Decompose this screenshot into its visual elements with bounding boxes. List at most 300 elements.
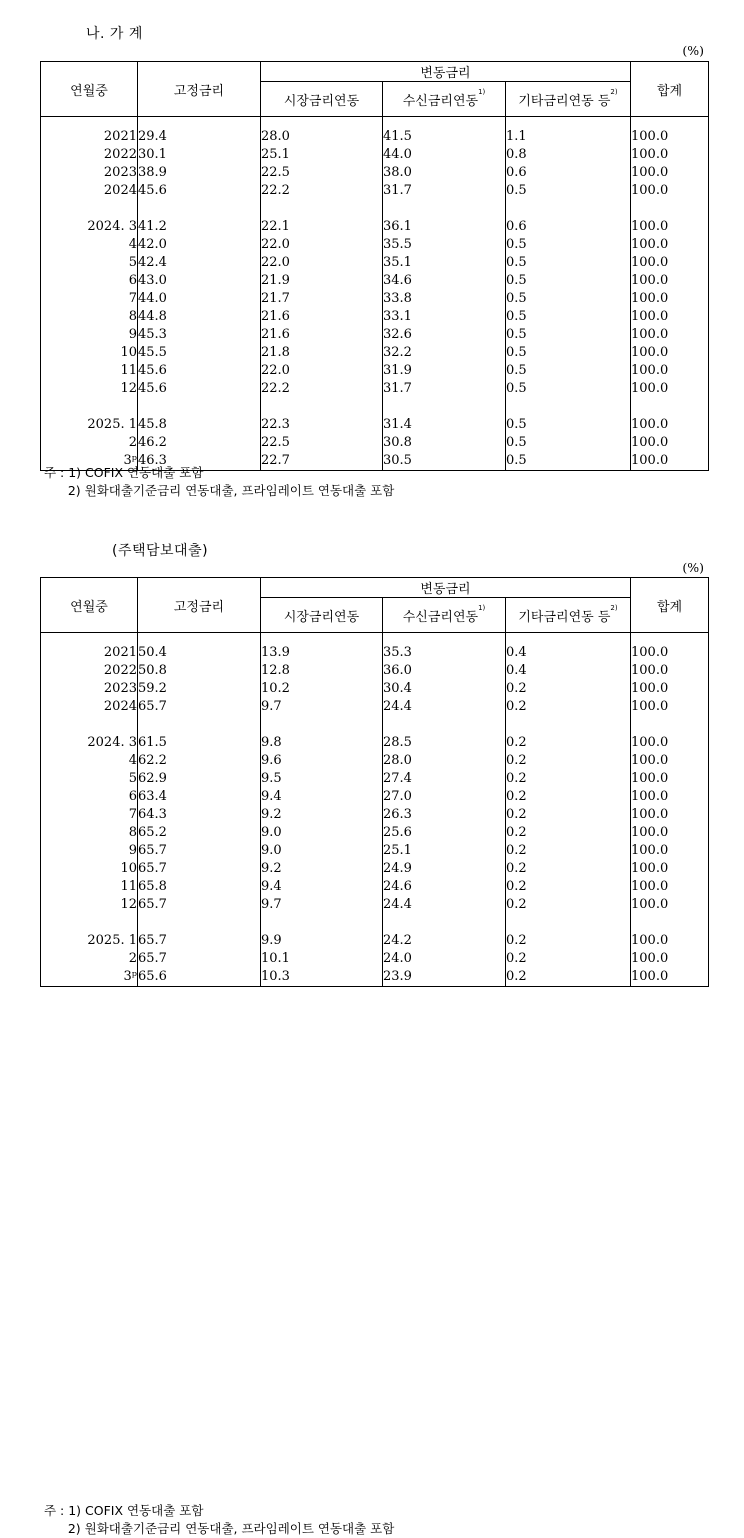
other-linked-cell: 0.5 — [506, 344, 631, 362]
deposit-linked-cell: 35.1 — [383, 254, 506, 272]
period-cell: 8 — [41, 824, 138, 842]
footnote-line: 2) 원화대출기준금리 연동대출, 프라임레이트 연동대출 포함 — [44, 483, 395, 498]
other-linked-cell: 0.6 — [506, 164, 631, 182]
fixed-rate-cell: 65.7 — [138, 698, 261, 716]
header-fixed-rate: 고정금리 — [138, 578, 261, 633]
header-deposit-linked-label: 수신금리연동 — [402, 609, 479, 625]
market-linked-cell: 22.2 — [261, 380, 383, 398]
deposit-linked-cell: 24.0 — [383, 950, 506, 968]
market-linked-cell: 9.2 — [261, 806, 383, 824]
header-total: 합계 — [631, 62, 709, 117]
total-cell: 100.0 — [631, 644, 709, 662]
other-linked-cell — [506, 716, 631, 734]
footnote-line: 주 : 1) COFIX 연동대출 포함 — [44, 1503, 204, 1518]
period-cell: 12 — [41, 896, 138, 914]
deposit-linked-cell: 28.5 — [383, 734, 506, 752]
fixed-rate-cell: 50.4 — [138, 644, 261, 662]
header-period: 연월중 — [41, 62, 138, 117]
header-other-linked-label: 기타금리연동 등 — [518, 609, 611, 625]
deposit-linked-cell — [383, 398, 506, 416]
table-row — [41, 308, 709, 326]
fixed-rate-cell: 45.3 — [138, 326, 261, 344]
table-row — [41, 698, 709, 716]
other-linked-cell: 0.5 — [506, 380, 631, 398]
market-linked-cell: 25.1 — [261, 146, 383, 164]
total-cell: 100.0 — [631, 380, 709, 398]
fixed-rate-cell: 45.6 — [138, 380, 261, 398]
footnote-marker: 2) — [610, 87, 618, 96]
deposit-linked-cell: 30.4 — [383, 680, 506, 698]
deposit-linked-cell: 33.8 — [383, 290, 506, 308]
market-linked-cell: 10.3 — [261, 968, 383, 987]
market-linked-cell — [261, 716, 383, 734]
total-cell: 100.0 — [631, 182, 709, 200]
header-total: 합계 — [631, 578, 709, 633]
total-cell: 100.0 — [631, 950, 709, 968]
table-row — [41, 326, 709, 344]
other-linked-cell: 0.2 — [506, 932, 631, 950]
fixed-rate-cell: 46.3 — [138, 452, 261, 471]
total-cell: 100.0 — [631, 164, 709, 182]
deposit-linked-cell — [383, 716, 506, 734]
total-cell — [631, 914, 709, 932]
market-linked-cell: 9.4 — [261, 878, 383, 896]
fixed-rate-cell — [138, 914, 261, 932]
total-cell: 100.0 — [631, 128, 709, 146]
market-linked-cell: 22.5 — [261, 164, 383, 182]
market-linked-cell: 22.3 — [261, 416, 383, 434]
period-cell: 6 — [41, 272, 138, 290]
total-cell — [631, 398, 709, 416]
other-linked-cell: 0.2 — [506, 680, 631, 698]
deposit-linked-cell: 35.5 — [383, 236, 506, 254]
fixed-rate-cell — [138, 716, 261, 734]
total-cell: 100.0 — [631, 860, 709, 878]
fixed-rate-cell — [138, 117, 261, 129]
market-linked-cell: 22.7 — [261, 452, 383, 471]
other-linked-cell: 0.4 — [506, 662, 631, 680]
fixed-rate-cell: 61.5 — [138, 734, 261, 752]
deposit-linked-cell: 38.0 — [383, 164, 506, 182]
other-linked-cell: 0.2 — [506, 806, 631, 824]
market-linked-cell: 22.5 — [261, 434, 383, 452]
market-linked-cell: 9.0 — [261, 824, 383, 842]
market-linked-cell: 9.4 — [261, 788, 383, 806]
period-cell: 5 — [41, 770, 138, 788]
total-cell: 100.0 — [631, 788, 709, 806]
deposit-linked-cell: 26.3 — [383, 806, 506, 824]
table-row — [41, 146, 709, 164]
table-row — [41, 896, 709, 914]
period-cell: 9 — [41, 326, 138, 344]
deposit-linked-cell — [383, 117, 506, 129]
other-linked-cell — [506, 914, 631, 932]
footnote-line: 주 : 1) COFIX 연동대출 포함 — [44, 465, 204, 480]
other-linked-cell: 0.2 — [506, 698, 631, 716]
fixed-rate-cell: 38.9 — [138, 164, 261, 182]
unit-label: (%) — [682, 43, 704, 58]
fixed-rate-cell: 43.0 — [138, 272, 261, 290]
market-linked-cell — [261, 914, 383, 932]
fixed-rate-cell: 29.4 — [138, 128, 261, 146]
other-linked-cell: 1.1 — [506, 128, 631, 146]
total-cell: 100.0 — [631, 896, 709, 914]
deposit-linked-cell: 27.0 — [383, 788, 506, 806]
header-variable-rate: 변동금리 — [261, 62, 631, 82]
period-cell: 2022 — [41, 662, 138, 680]
total-cell — [631, 716, 709, 734]
total-cell: 100.0 — [631, 842, 709, 860]
spacer-row — [41, 200, 709, 218]
market-linked-cell: 21.6 — [261, 326, 383, 344]
fixed-rate-cell: 42.4 — [138, 254, 261, 272]
market-linked-cell: 10.1 — [261, 950, 383, 968]
table-row — [41, 788, 709, 806]
other-linked-cell: 0.5 — [506, 290, 631, 308]
table-row — [41, 860, 709, 878]
total-cell: 100.0 — [631, 254, 709, 272]
total-cell: 100.0 — [631, 662, 709, 680]
deposit-linked-cell — [383, 200, 506, 218]
deposit-linked-cell: 24.6 — [383, 878, 506, 896]
other-linked-cell: 0.5 — [506, 362, 631, 380]
market-linked-cell: 9.2 — [261, 860, 383, 878]
deposit-linked-cell: 32.2 — [383, 344, 506, 362]
other-linked-cell: 0.4 — [506, 644, 631, 662]
total-cell: 100.0 — [631, 362, 709, 380]
table-row — [41, 344, 709, 362]
header-deposit-linked — [383, 82, 506, 117]
period-cell: 5 — [41, 254, 138, 272]
market-linked-cell: 9.0 — [261, 842, 383, 860]
header-variable-rate: 변동금리 — [261, 578, 631, 598]
deposit-linked-cell: 24.9 — [383, 860, 506, 878]
mortgage-rate-table — [40, 577, 709, 987]
fixed-rate-cell: 45.6 — [138, 182, 261, 200]
fixed-rate-cell: 46.2 — [138, 434, 261, 452]
fixed-rate-cell: 62.2 — [138, 752, 261, 770]
header-market-linked: 시장금리연동 — [261, 82, 383, 117]
other-linked-cell: 0.5 — [506, 434, 631, 452]
period-cell: 3ᵖ — [41, 452, 138, 471]
period-cell — [41, 200, 138, 218]
total-cell: 100.0 — [631, 824, 709, 842]
table-row — [41, 680, 709, 698]
market-linked-cell — [261, 633, 383, 645]
other-linked-cell: 0.2 — [506, 950, 631, 968]
deposit-linked-cell: 44.0 — [383, 146, 506, 164]
total-cell: 100.0 — [631, 770, 709, 788]
deposit-linked-cell: 32.6 — [383, 326, 506, 344]
deposit-linked-cell: 27.4 — [383, 770, 506, 788]
total-cell: 100.0 — [631, 434, 709, 452]
period-cell — [41, 633, 138, 645]
fixed-rate-cell: 63.4 — [138, 788, 261, 806]
deposit-linked-cell: 23.9 — [383, 968, 506, 987]
fixed-rate-cell: 65.7 — [138, 932, 261, 950]
period-cell — [41, 914, 138, 932]
other-linked-cell: 0.6 — [506, 218, 631, 236]
footnotes — [44, 1502, 394, 1538]
table-row — [41, 416, 709, 434]
market-linked-cell: 9.8 — [261, 734, 383, 752]
period-cell: 2024 — [41, 698, 138, 716]
fixed-rate-cell — [138, 200, 261, 218]
period-cell: 2025. 1 — [41, 416, 138, 434]
table-row — [41, 164, 709, 182]
deposit-linked-cell: 31.4 — [383, 416, 506, 434]
market-linked-cell: 9.7 — [261, 896, 383, 914]
total-cell: 100.0 — [631, 290, 709, 308]
footnote-marker: 1) — [478, 603, 486, 612]
total-cell: 100.0 — [631, 452, 709, 471]
period-cell: 4 — [41, 236, 138, 254]
deposit-linked-cell: 36.0 — [383, 662, 506, 680]
spacer-row — [41, 914, 709, 932]
total-cell: 100.0 — [631, 146, 709, 164]
deposit-linked-cell: 31.7 — [383, 182, 506, 200]
total-cell: 100.0 — [631, 734, 709, 752]
footnote-marker: 2) — [610, 603, 618, 612]
deposit-linked-cell: 24.2 — [383, 932, 506, 950]
period-cell: 6 — [41, 788, 138, 806]
other-linked-cell: 0.2 — [506, 860, 631, 878]
deposit-linked-cell: 28.0 — [383, 752, 506, 770]
header-other-linked — [506, 82, 631, 117]
other-linked-cell: 0.2 — [506, 896, 631, 914]
market-linked-cell: 9.7 — [261, 698, 383, 716]
footnote-marker: 1) — [478, 87, 486, 96]
period-cell: 2022 — [41, 146, 138, 164]
table-row — [41, 824, 709, 842]
period-cell: 2024. 3 — [41, 218, 138, 236]
deposit-linked-cell: 31.7 — [383, 380, 506, 398]
header-period: 연월중 — [41, 578, 138, 633]
period-cell: 2 — [41, 950, 138, 968]
total-cell: 100.0 — [631, 326, 709, 344]
table-row — [41, 128, 709, 146]
total-cell: 100.0 — [631, 806, 709, 824]
total-cell: 100.0 — [631, 680, 709, 698]
other-linked-cell: 0.5 — [506, 182, 631, 200]
fixed-rate-cell — [138, 633, 261, 645]
table-row — [41, 272, 709, 290]
period-cell — [41, 716, 138, 734]
fixed-rate-cell: 44.0 — [138, 290, 261, 308]
period-cell: 7 — [41, 290, 138, 308]
other-linked-cell: 0.2 — [506, 734, 631, 752]
deposit-linked-cell: 33.1 — [383, 308, 506, 326]
deposit-linked-cell — [383, 914, 506, 932]
other-linked-cell: 0.5 — [506, 416, 631, 434]
header-deposit-linked — [383, 598, 506, 633]
fixed-rate-cell: 30.1 — [138, 146, 261, 164]
section-title: (주택담보대출) — [112, 543, 209, 559]
fixed-rate-cell: 50.8 — [138, 662, 261, 680]
table-row — [41, 254, 709, 272]
fixed-rate-cell: 45.8 — [138, 416, 261, 434]
fixed-rate-cell: 59.2 — [138, 680, 261, 698]
table-row — [41, 806, 709, 824]
deposit-linked-cell: 36.1 — [383, 218, 506, 236]
table-row — [41, 770, 709, 788]
other-linked-cell: 0.5 — [506, 272, 631, 290]
market-linked-cell: 9.5 — [261, 770, 383, 788]
other-linked-cell: 0.5 — [506, 254, 631, 272]
table-row — [41, 662, 709, 680]
other-linked-cell — [506, 117, 631, 129]
market-linked-cell: 9.6 — [261, 752, 383, 770]
total-cell: 100.0 — [631, 218, 709, 236]
fixed-rate-cell: 65.7 — [138, 896, 261, 914]
table-row — [41, 734, 709, 752]
header-fixed-rate: 고정금리 — [138, 62, 261, 117]
table-row — [41, 950, 709, 968]
period-cell — [41, 398, 138, 416]
period-cell — [41, 117, 138, 129]
table-row — [41, 236, 709, 254]
total-cell: 100.0 — [631, 308, 709, 326]
total-cell: 100.0 — [631, 878, 709, 896]
market-linked-cell: 28.0 — [261, 128, 383, 146]
total-cell — [631, 117, 709, 129]
total-cell: 100.0 — [631, 416, 709, 434]
fixed-rate-cell: 65.7 — [138, 860, 261, 878]
period-cell: 2023 — [41, 164, 138, 182]
spacer-row — [41, 117, 709, 129]
period-cell: 8 — [41, 308, 138, 326]
household-rate-table — [40, 61, 709, 471]
table-row — [41, 434, 709, 452]
market-linked-cell: 21.8 — [261, 344, 383, 362]
fixed-rate-cell: 44.8 — [138, 308, 261, 326]
period-cell: 11 — [41, 878, 138, 896]
market-linked-cell: 22.1 — [261, 218, 383, 236]
table-row — [41, 752, 709, 770]
period-cell: 11 — [41, 362, 138, 380]
table-row — [41, 380, 709, 398]
fixed-rate-cell: 41.2 — [138, 218, 261, 236]
period-cell: 2021 — [41, 128, 138, 146]
fixed-rate-cell: 45.6 — [138, 362, 261, 380]
other-linked-cell — [506, 200, 631, 218]
table-row — [41, 968, 709, 987]
fixed-rate-cell: 65.7 — [138, 950, 261, 968]
table-row — [41, 362, 709, 380]
spacer-row — [41, 716, 709, 734]
deposit-linked-cell: 41.5 — [383, 128, 506, 146]
fixed-rate-cell: 65.8 — [138, 878, 261, 896]
market-linked-cell — [261, 398, 383, 416]
period-cell: 3ᵖ — [41, 968, 138, 987]
deposit-linked-cell: 34.6 — [383, 272, 506, 290]
deposit-linked-cell: 25.6 — [383, 824, 506, 842]
other-linked-cell: 0.2 — [506, 842, 631, 860]
table-body — [41, 633, 709, 987]
other-linked-cell: 0.5 — [506, 452, 631, 471]
total-cell: 100.0 — [631, 236, 709, 254]
period-cell: 9 — [41, 842, 138, 860]
market-linked-cell: 9.9 — [261, 932, 383, 950]
deposit-linked-cell: 31.9 — [383, 362, 506, 380]
period-cell: 7 — [41, 806, 138, 824]
header-other-linked-label: 기타금리연동 등 — [518, 93, 611, 109]
header-deposit-linked-label: 수신금리연동 — [402, 93, 479, 109]
total-cell: 100.0 — [631, 752, 709, 770]
total-cell: 100.0 — [631, 698, 709, 716]
table-body — [41, 117, 709, 471]
fixed-rate-cell: 42.0 — [138, 236, 261, 254]
other-linked-cell: 0.5 — [506, 326, 631, 344]
header-other-linked — [506, 598, 631, 633]
period-cell: 2025. 1 — [41, 932, 138, 950]
spacer-row — [41, 398, 709, 416]
fixed-rate-cell: 62.9 — [138, 770, 261, 788]
fixed-rate-cell: 65.7 — [138, 842, 261, 860]
market-linked-cell: 22.0 — [261, 254, 383, 272]
market-linked-cell: 13.9 — [261, 644, 383, 662]
total-cell — [631, 633, 709, 645]
table-row — [41, 932, 709, 950]
fixed-rate-cell: 65.2 — [138, 824, 261, 842]
other-linked-cell: 0.5 — [506, 236, 631, 254]
unit-label: (%) — [682, 560, 704, 575]
period-cell: 10 — [41, 344, 138, 362]
footnote-line: 2) 원화대출기준금리 연동대출, 프라임레이트 연동대출 포함 — [44, 1521, 395, 1536]
market-linked-cell: 10.2 — [261, 680, 383, 698]
other-linked-cell: 0.8 — [506, 146, 631, 164]
other-linked-cell: 0.2 — [506, 878, 631, 896]
other-linked-cell: 0.2 — [506, 752, 631, 770]
header-market-linked: 시장금리연동 — [261, 598, 383, 633]
total-cell: 100.0 — [631, 344, 709, 362]
period-cell: 12 — [41, 380, 138, 398]
fixed-rate-cell: 64.3 — [138, 806, 261, 824]
market-linked-cell: 21.6 — [261, 308, 383, 326]
total-cell: 100.0 — [631, 272, 709, 290]
table-row — [41, 842, 709, 860]
period-cell: 2023 — [41, 680, 138, 698]
deposit-linked-cell: 35.3 — [383, 644, 506, 662]
period-cell: 10 — [41, 860, 138, 878]
table-row — [41, 644, 709, 662]
table-row — [41, 218, 709, 236]
fixed-rate-cell: 45.5 — [138, 344, 261, 362]
period-cell: 2 — [41, 434, 138, 452]
market-linked-cell: 21.9 — [261, 272, 383, 290]
other-linked-cell — [506, 398, 631, 416]
table-row — [41, 182, 709, 200]
deposit-linked-cell: 24.4 — [383, 698, 506, 716]
fixed-rate-cell — [138, 398, 261, 416]
period-cell: 2021 — [41, 644, 138, 662]
section-title: 나. 가 계 — [86, 26, 143, 42]
period-cell: 4 — [41, 752, 138, 770]
table-row — [41, 878, 709, 896]
deposit-linked-cell: 24.4 — [383, 896, 506, 914]
market-linked-cell: 22.0 — [261, 362, 383, 380]
total-cell — [631, 200, 709, 218]
other-linked-cell: 0.2 — [506, 788, 631, 806]
other-linked-cell: 0.2 — [506, 770, 631, 788]
spacer-row — [41, 633, 709, 645]
other-linked-cell: 0.5 — [506, 308, 631, 326]
deposit-linked-cell: 30.8 — [383, 434, 506, 452]
market-linked-cell: 21.7 — [261, 290, 383, 308]
total-cell: 100.0 — [631, 968, 709, 987]
period-cell: 2024. 3 — [41, 734, 138, 752]
market-linked-cell — [261, 117, 383, 129]
